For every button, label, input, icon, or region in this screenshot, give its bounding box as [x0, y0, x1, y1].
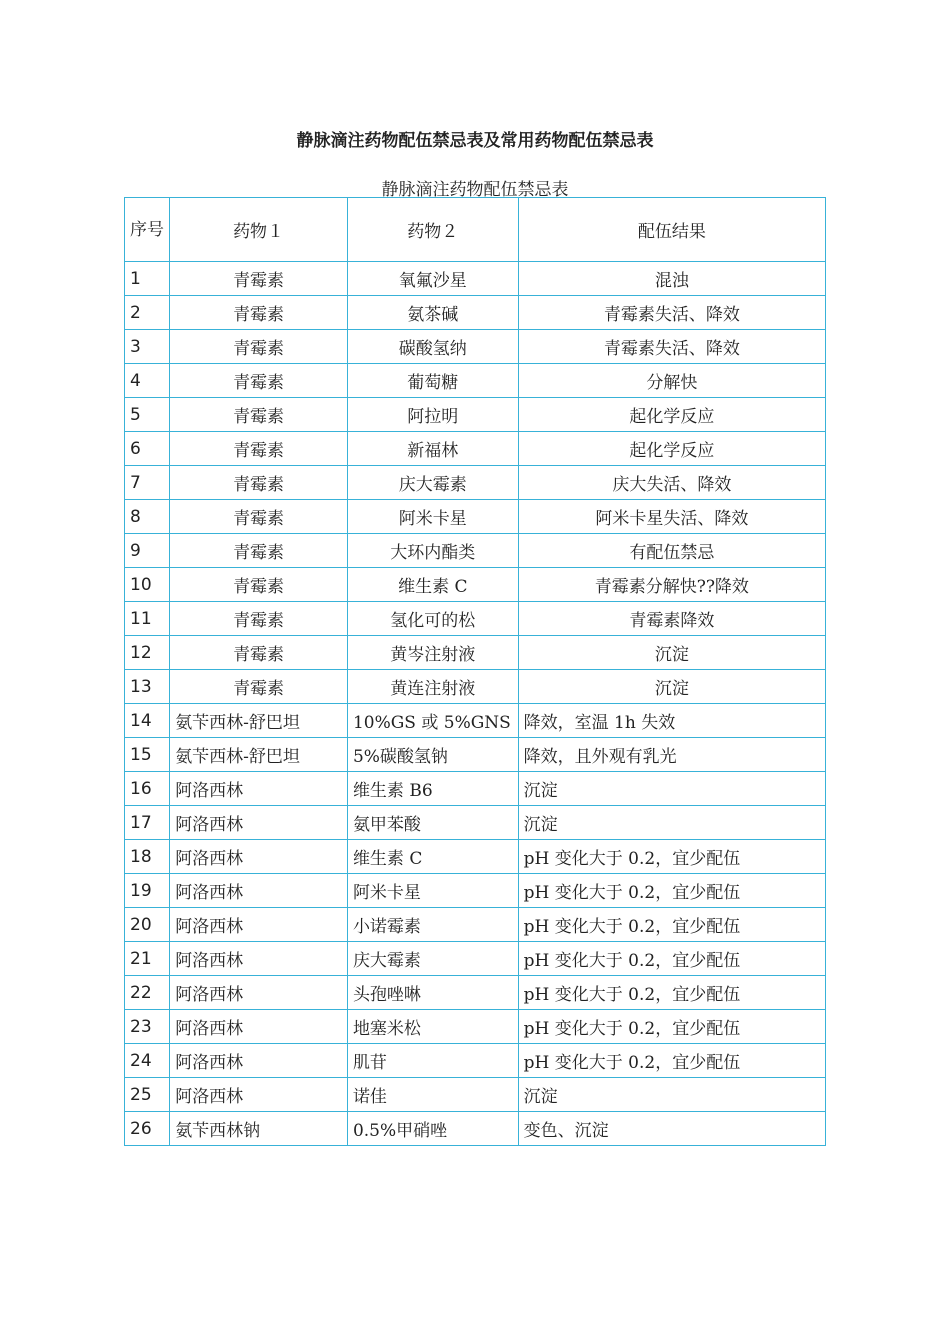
cell-index: 4 [125, 364, 170, 398]
table-row [125, 262, 826, 296]
cell-result: pH 变化大于 0.2，宜少配伍 [518, 976, 825, 1010]
cell-result: 起化学反应 [518, 398, 825, 432]
cell-drug1: 氨苄西林-舒巴坦 [170, 738, 348, 772]
cell-index: 21 [125, 942, 170, 976]
cell-index: 25 [125, 1078, 170, 1112]
cell-drug1: 阿洛西林 [170, 772, 348, 806]
cell-index: 18 [125, 840, 170, 874]
cell-drug1: 青霉素 [170, 296, 348, 330]
cell-drug2: 10%GS 或 5%GNS [347, 704, 518, 738]
cell-drug2: 葡萄糖 [347, 364, 518, 398]
table-row [125, 772, 826, 806]
cell-drug1: 阿洛西林 [170, 908, 348, 942]
cell-drug1: 青霉素 [170, 500, 348, 534]
cell-index: 10 [125, 568, 170, 602]
cell-drug1: 青霉素 [170, 568, 348, 602]
cell-result: 青霉素降效 [518, 602, 825, 636]
cell-index: 17 [125, 806, 170, 840]
cell-result: pH 变化大于 0.2，宜少配伍 [518, 1044, 825, 1078]
cell-result: 沉淀 [518, 772, 825, 806]
cell-result: 沉淀 [518, 636, 825, 670]
cell-result: 青霉素失活、降效 [518, 330, 825, 364]
table-row [125, 432, 826, 466]
header-result: 配伍结果 [518, 198, 825, 262]
cell-index: 12 [125, 636, 170, 670]
table-row [125, 704, 826, 738]
cell-drug1: 青霉素 [170, 262, 348, 296]
cell-drug1: 阿洛西林 [170, 806, 348, 840]
cell-drug1: 阿洛西林 [170, 1044, 348, 1078]
cell-drug2: 新福林 [347, 432, 518, 466]
cell-index: 23 [125, 1010, 170, 1044]
table-row [125, 1044, 826, 1078]
cell-result: 分解快 [518, 364, 825, 398]
table-row [125, 330, 826, 364]
cell-index: 3 [125, 330, 170, 364]
cell-drug1: 阿洛西林 [170, 874, 348, 908]
cell-index: 13 [125, 670, 170, 704]
cell-result: 阿米卡星失活、降效 [518, 500, 825, 534]
cell-drug2: 阿米卡星 [347, 500, 518, 534]
table-row [125, 568, 826, 602]
table-row [125, 296, 826, 330]
cell-result: 起化学反应 [518, 432, 825, 466]
cell-drug1: 青霉素 [170, 398, 348, 432]
cell-result: pH 变化大于 0.2，宜少配伍 [518, 1010, 825, 1044]
cell-result: pH 变化大于 0.2，宜少配伍 [518, 908, 825, 942]
cell-drug1: 青霉素 [170, 534, 348, 568]
cell-drug2: 氢化可的松 [347, 602, 518, 636]
table-row [125, 670, 826, 704]
cell-drug2: 维生素 C [347, 840, 518, 874]
cell-drug2: 0.5%甲硝唑 [347, 1112, 518, 1146]
cell-drug1: 青霉素 [170, 330, 348, 364]
cell-drug2: 小诺霉素 [347, 908, 518, 942]
cell-index: 16 [125, 772, 170, 806]
cell-index: 19 [125, 874, 170, 908]
cell-drug2: 氨茶碱 [347, 296, 518, 330]
cell-index: 26 [125, 1112, 170, 1146]
cell-result: 降效，室温 1h 失效 [518, 704, 825, 738]
cell-drug2: 肌苷 [347, 1044, 518, 1078]
cell-index: 5 [125, 398, 170, 432]
cell-drug1: 阿洛西林 [170, 942, 348, 976]
cell-index: 7 [125, 466, 170, 500]
cell-result: 变色、沉淀 [518, 1112, 825, 1146]
table-row [125, 976, 826, 1010]
cell-result: 混浊 [518, 262, 825, 296]
cell-drug1: 青霉素 [170, 432, 348, 466]
table-row [125, 466, 826, 500]
cell-result: 降效，且外观有乳光 [518, 738, 825, 772]
table-row [125, 942, 826, 976]
cell-index: 1 [125, 262, 170, 296]
cell-index: 2 [125, 296, 170, 330]
cell-drug1: 青霉素 [170, 670, 348, 704]
cell-index: 11 [125, 602, 170, 636]
cell-drug1: 阿洛西林 [170, 1010, 348, 1044]
cell-index: 14 [125, 704, 170, 738]
cell-drug2: 大环内酯类 [347, 534, 518, 568]
cell-drug2: 维生素 C [347, 568, 518, 602]
table-row [125, 840, 826, 874]
cell-drug2: 维生素 B6 [347, 772, 518, 806]
cell-result: 青霉素分解快??降效 [518, 568, 825, 602]
cell-drug1: 氨苄西林-舒巴坦 [170, 704, 348, 738]
cell-drug2: 庆大霉素 [347, 466, 518, 500]
table-row [125, 1112, 826, 1146]
cell-index: 9 [125, 534, 170, 568]
cell-result: pH 变化大于 0.2，宜少配伍 [518, 840, 825, 874]
table-row [125, 398, 826, 432]
table-row [125, 874, 826, 908]
cell-drug1: 阿洛西林 [170, 840, 348, 874]
cell-result: 沉淀 [518, 1078, 825, 1112]
table-row [125, 636, 826, 670]
cell-drug2: 地塞米松 [347, 1010, 518, 1044]
cell-drug2: 氨甲苯酸 [347, 806, 518, 840]
cell-drug2: 头孢唑啉 [347, 976, 518, 1010]
cell-result: 青霉素失活、降效 [518, 296, 825, 330]
cell-drug2: 阿米卡星 [347, 874, 518, 908]
cell-drug1: 阿洛西林 [170, 1078, 348, 1112]
table-row [125, 738, 826, 772]
table-row [125, 806, 826, 840]
cell-drug2: 黄连注射液 [347, 670, 518, 704]
cell-result: 有配伍禁忌 [518, 534, 825, 568]
cell-drug1: 青霉素 [170, 466, 348, 500]
cell-result: pH 变化大于 0.2，宜少配伍 [518, 874, 825, 908]
table-row [125, 534, 826, 568]
cell-drug2: 黄岑注射液 [347, 636, 518, 670]
cell-drug2: 5%碳酸氢钠 [347, 738, 518, 772]
cell-drug1: 阿洛西林 [170, 976, 348, 1010]
cell-result: 沉淀 [518, 806, 825, 840]
table-row [125, 908, 826, 942]
table-row [125, 1078, 826, 1112]
cell-result: pH 变化大于 0.2，宜少配伍 [518, 942, 825, 976]
cell-drug1: 青霉素 [170, 364, 348, 398]
cell-drug2: 阿拉明 [347, 398, 518, 432]
document-title: 静脉滴注药物配伍禁忌表及常用药物配伍禁忌表 [296, 131, 654, 151]
cell-drug2: 诺佳 [347, 1078, 518, 1112]
cell-index: 24 [125, 1044, 170, 1078]
header-drug2: 药物２ [347, 198, 518, 262]
cell-drug2: 氧氟沙星 [347, 262, 518, 296]
table-row [125, 364, 826, 398]
cell-index: 8 [125, 500, 170, 534]
header-row [125, 198, 826, 262]
cell-index: 15 [125, 738, 170, 772]
cell-drug2: 庆大霉素 [347, 942, 518, 976]
cell-drug1: 青霉素 [170, 602, 348, 636]
table-row [125, 500, 826, 534]
table-row [125, 602, 826, 636]
cell-drug2: 碳酸氢纳 [347, 330, 518, 364]
header-drug1: 药物１ [170, 198, 348, 262]
cell-result: 庆大失活、降效 [518, 466, 825, 500]
table-header [125, 198, 826, 262]
table-row [125, 1010, 826, 1044]
incompatibility-table [124, 197, 826, 1146]
cell-index: 22 [125, 976, 170, 1010]
cell-drug1: 青霉素 [170, 636, 348, 670]
table-caption: 静脉滴注药物配伍禁忌表 [381, 180, 569, 200]
cell-drug1: 氨苄西林钠 [170, 1112, 348, 1146]
table-body [125, 262, 826, 1146]
header-index: 序号 [125, 198, 170, 262]
cell-index: 6 [125, 432, 170, 466]
cell-index: 20 [125, 908, 170, 942]
cell-result: 沉淀 [518, 670, 825, 704]
